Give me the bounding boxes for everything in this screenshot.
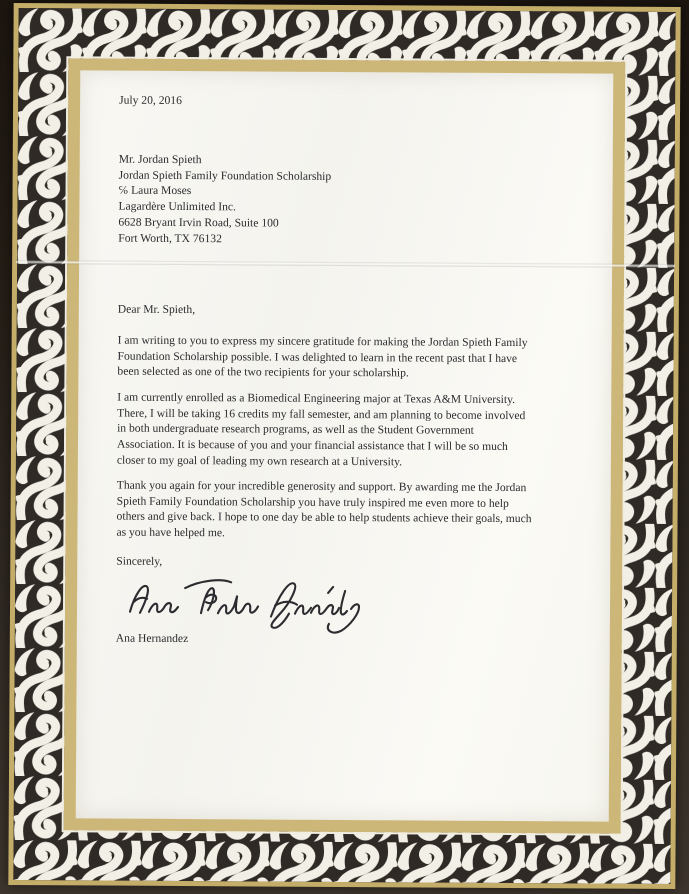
signature-strokes [123, 572, 369, 640]
stationery-sheet [8, 3, 680, 889]
paragraph-enrollment: I am currently enrolled as a Biomedical Engineering major at Texas A&M University. There, I will be taking 16 credits my fall semester, and am planning to become involved in both undergraduate research programs, as well as the Student Government Association. It is because of you and your financial assistance that I will be so much closer to my goal of leading my own research at a University. [116, 390, 526, 469]
paragraph-gratitude: I am writing to you to express my sincere gratitude for making the Jordan Spieth Family Foundation Scholarship possible. I was delighted to learn in the recent past that I have been selected as one of the two recipients for your scholarship. [117, 333, 528, 380]
handwritten-signature [123, 572, 369, 640]
recipient-address-block: Mr. Jordan Spieth Jordan Spieth Family Foundation Scholarship ℅ Laura Moses Lagardère Unlimited Inc. 6628 Bryant Irvin Road, Suite 100 Fort Worth, TX 76132 [118, 152, 332, 245]
closing-sincerely: Sincerely, [116, 554, 163, 568]
letter-date: July 20, 2016 [119, 93, 182, 108]
salutation: Dear Mr. Spieth, [117, 302, 196, 317]
letter-paper [76, 70, 614, 821]
typed-signature-name: Ana Hernandez [115, 631, 189, 646]
paragraph-thanks: Thank you again for your incredible generosity and support. By awarding me the Jordan Spieth Family Foundation Scholarship you have truly inspired me even more to help others and give back. I hope to one day be able to help students achieve their goals, much as you have helped me. [116, 478, 532, 540]
inner-gold-frame [64, 58, 626, 833]
letter-body [76, 70, 614, 821]
